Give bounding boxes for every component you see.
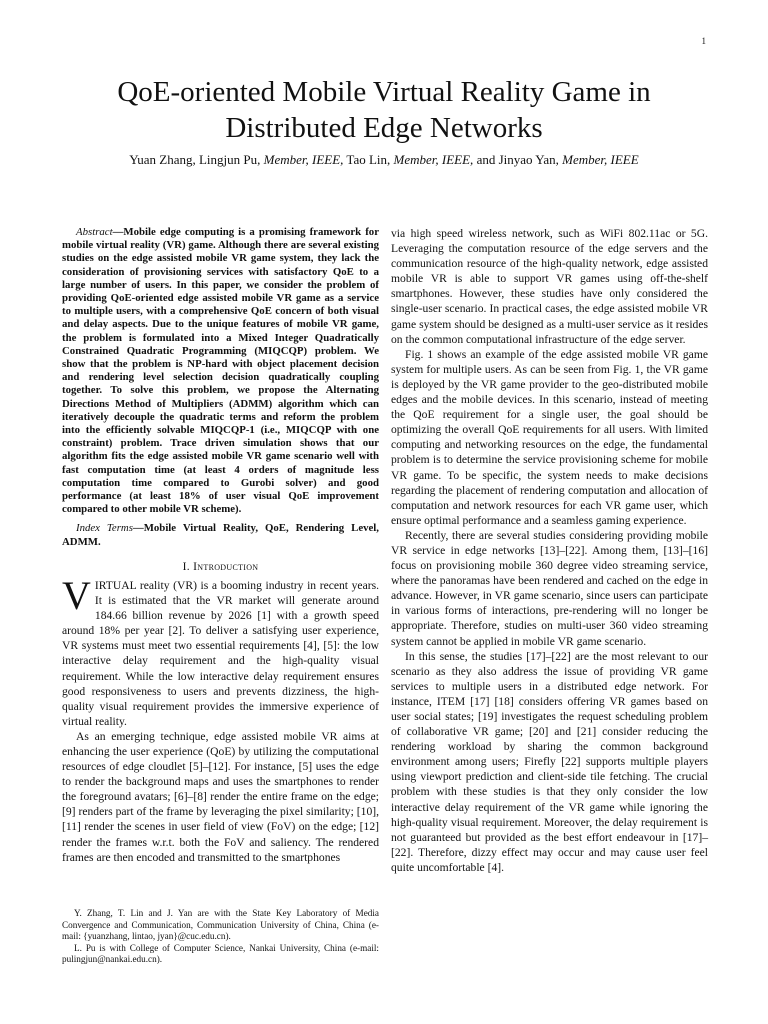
- index-terms-text: —Mobile Virtual Reality, QoE, Rendering Level, ADMM.: [62, 522, 380, 548]
- title-line-2: Distributed Edge Networks: [225, 112, 543, 144]
- right-paragraph-1: via high speed wireless network, such as WiFi 802.11ac or 5G. Leveraging the computation resource of the edge servers and the communication resource of the high-quality network, edge assisted mobile VR is able to support VR games using off-the-shelf smartphones. However, these studies have only considered the single-user scenario. In practical cases, the edge assisted mobile VR game system should be designed as a multi-user service as it resides on the common computational infrastructure of the edge server.: [391, 227, 708, 346]
- right-column: [391, 226, 708, 875]
- index-terms-lead: Index Terms: [76, 522, 133, 535]
- page-number: 1: [701, 36, 706, 46]
- right-paragraph-3: Recently, there are several studies considering providing mobile VR service in edge networks [13]–[22]. Among them, [13]–[16] focus on provisioning mobile 360 degree video streaming service, where the panoramas have been rendered and cached on the edge in advance. However, in VR game scenario, since users can participate in various forms of interactions, pre-rendering will no longer be appropriate. Therefore, studies on multi-user 360 video streaming system cannot be applied in mobile VR game scenario.: [391, 528, 708, 648]
- footnote-affiliation-1: Y. Zhang, T. Lin and J. Yan are with the State Key Laboratory of Media Convergence and Communication, Communication University of China, China (e-mail: {yuanzhang, lintao, jyan}@cuc.edu.cn).: [62, 908, 379, 942]
- dropcap-letter: V: [62, 572, 91, 618]
- abstract: [62, 226, 379, 516]
- right-paragraph-4: In this sense, the studies [17]–[22] are the most relevant to our scenario as they also address the issue of providing VR game services to multiple users in a distributed edge network. For instance, ITEM [17] [18] considers offering VR games based on user social states; [19] investigates the request scheduling problem of collaborative VR game; [20] and [21] consider reducing the rendering workload by sharing the common background environment among users; Firefly [22] supports multiple players using viewport prediction and client-side tile fetching. The crucial problem with these studies is that they only consider the low interactive delay requirement of the VR game while ignoring the high-quality visual requirement. Moreover, the delay requirement is not guaranteed but provided as the best effort endeavour in [17]–[22]. Therefore, dizzy effect may occur and may cause user feel quite uncomfortable [4].: [391, 649, 708, 874]
- author-membership-2: Member, IEEE,: [393, 152, 474, 167]
- footnotes: [62, 908, 379, 966]
- author-names-3: and Jinyao Yan,: [476, 152, 559, 167]
- author-list: [40, 152, 728, 168]
- footnote-affiliation-2: L. Pu is with College of Computer Science, Nankai University, China (e-mail: pulingjun@nankai.edu.cn).: [62, 942, 379, 965]
- section-heading-introduction: I. Introduction: [182, 559, 259, 573]
- author-membership-3: Member, IEEE: [562, 152, 639, 167]
- intro-paragraph-2: As an emerging technique, edge assisted mobile VR aims at enhancing the user experience (QoE) by utilizing the computational resources of edge cloudlet [5]–[12]. For instance, [5] uses the edge to render the background maps and uses the smartphones to render the foreground avatars; [6]–[8] render the entire frame on the edge; [9] renders part of the frame by leveraging the pixel similarity; [10], [11] render the scenes in user field of view (FoV) on the edge; [12] render the frames w.r.t. both the FoV and saliency. The rendered frames are then encoded and transmitted to the smartphones: [62, 729, 379, 864]
- right-paragraph-2: Fig. 1 shows an example of the edge assisted mobile VR game system for multiple users. As can be seen from Fig. 1, the VR game is deployed by the VR game provider to the geo-distributed mobile edges and the mobile devices. In this scenario, instead of meeting the QoE requirement for a single user, the goal should be optimizing the overall QoE requirements for all users. With limited computing and networking resources on the edge, the fundamental problem is to determine the service provisioning scheme for mobile VR game. To be specific, the system needs to make decisions regarding the placement of rendering computation and allocation of computation and network resources for each VR game user, which ensure optimal performance and a seamless gaming experience.: [391, 347, 708, 527]
- intro-paragraph-1-text: IRTUAL reality (VR) is a booming industry in recent years. It is estimated that the VR market will generate around 184.66 billion revenue by 2026 [1] with a growth speed around 18% per year [2]. To deliver a satisfying user experience, VR systems must meet two essential requirements [4], [5]: the low interactive delay requirement and the high-quality visual requirement. While the low interactive delay requirement ensures good responsiveness to users and prevents dizziness, the high-quality visual requirement provides the immersive experience of virtual reality.: [62, 578, 379, 728]
- abstract-text: —Mobile edge computing is a promising framework for mobile virtual reality (VR) game. Although there are several existing studies on the edge assisted mobile VR game system, they lack the consideration of provisioning services with satisfactory QoE to a large number of users. In this paper, we consider the problem of providing QoE-oriented edge assisted mobile VR game as a service to multiple users, with a comprehensive QoE concern of both visual and delay aspects. Due to the unique features of mobile VR game, the problem is formulated into a Mixed Integer Quadratically Constrained Quadratic Programming (MIQCQP) problem. We show that the problem is NP-hard with object placement decision and rendering level selection decision quadratically coupling together. To solve this problem, we propose the Alternating Directions Method of Multipliers (ADMM) algorithm which can iteratively decouple the quadratic terms and reform the problem into the efficiently solvable MIQCQP-1 (i.e., MIQCQP with one constraint) problem. Trace driven simulation shows that our algorithm fits the edge assisted mobile VR game scenario well with fast computation time (at least 4 orders of magnitude less computation time compared to Gurobi solver) and good performance (at least 18% of user visual QoE improvement compared to other mobile VR scheme).: [62, 226, 379, 516]
- abstract-lead: Abstract: [76, 226, 113, 238]
- paper-title: [40, 74, 728, 146]
- title-line-1: QoE-oriented Mobile Virtual Reality Game in: [117, 76, 651, 108]
- index-terms: [62, 522, 379, 548]
- left-column: [62, 226, 379, 865]
- author-names-1: Yuan Zhang, Lingjun Pu,: [129, 152, 261, 167]
- intro-paragraph-1: [62, 572, 379, 729]
- author-membership-1: Member, IEEE,: [263, 152, 344, 167]
- author-names-2: Tao Lin,: [346, 152, 391, 167]
